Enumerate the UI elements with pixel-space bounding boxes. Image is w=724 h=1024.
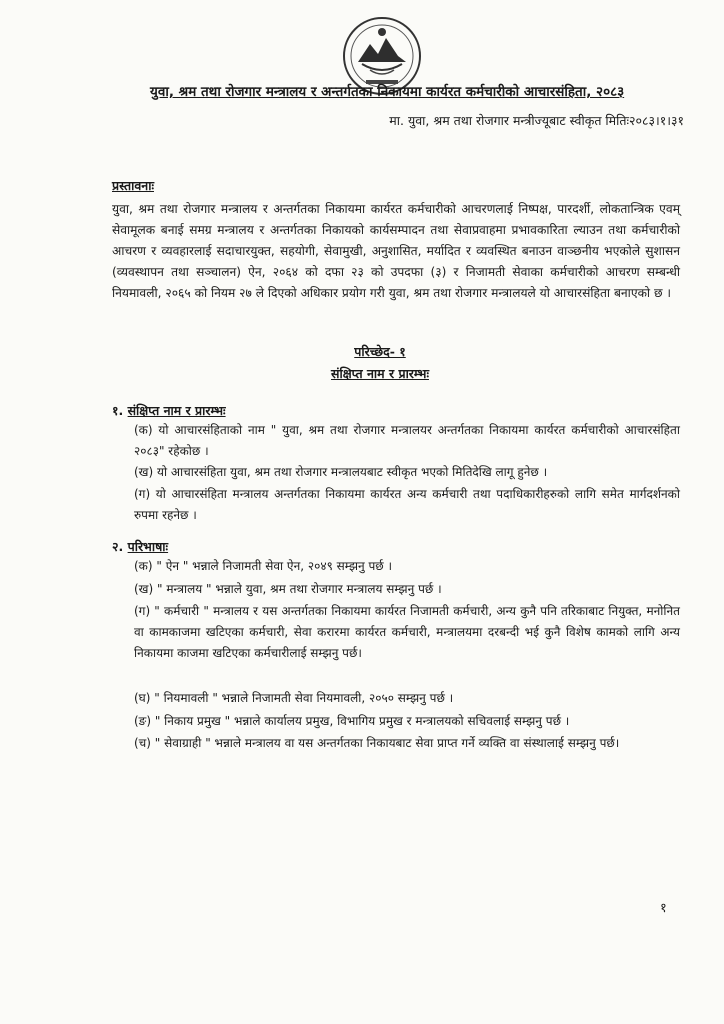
list-item: (क) " ऐन " भन्नाले निजामती सेवा ऐन, २०४९ सम्झनु पर्छ । xyxy=(134,559,393,573)
list-item: (ग) यो आचारसंहिता मन्त्रालय अन्तर्गतका निकायमा कार्यरत अन्य कर्मचारी तथा पदाधिकारीहरुको लागि समेत मार्गदर्शनको रुपमा रहनेछ । xyxy=(134,487,680,522)
section-number: १. xyxy=(112,403,124,418)
list-item: (क) यो आचारसंहिताको नाम " युवा, श्रम तथा रोजगार मन्त्रालयर अन्तर्गतका निकायमा कार्यरत कर्मचारीको आचारसंहिता २०८३" रहेकोछ । xyxy=(134,423,680,458)
chapter-name: संक्षिप्त नाम र प्रारम्भः xyxy=(331,366,429,381)
list-item: (ख) यो आचारसंहिता युवा, श्रम तथा रोजगार मन्त्रालयबाट स्वीकृत भएको मितिदेखि लागू हुनेछ । xyxy=(134,465,548,479)
section-title: परिभाषाः xyxy=(127,539,169,554)
preamble-text: युवा, श्रम तथा रोजगार मन्त्रालय र अन्तर्गतका निकायमा कार्यरत कर्मचारीको आचरणलाई निष्पक्ष, पारदर्शी, लोकतान्त्रिक एवम् सेवामूलक बनाई समग्र मन्त्रालय र अन्तर्गतका निकायको कार्यसम्पादन तथा सेवाप्रवाहमा प्रभावकारिता ल्याउन तथा कर्मचारीको आचरण र व्यवहारलाई सदाचारयुक्त, सहयोगी, सेवामुखी, अनुशासित, मर्यादित र व्यवस्थित बनाउन वाञ्छनीय भएकोले सुशासन (व्यवस्थापन तथा सञ्चालन) ऐन, २०६४ को दफा २३ को उपदफा (३) र निजामती सेवाका कर्मचारीको आचरण सम्बन्धी नियमावली, २०६५ को नियम २७ ले दिएको अधिकार प्रयोग गरी युवा, श्रम तथा रोजगार मन्त्रालयले यो आचारसंहिता बनाएको छ । xyxy=(112,202,680,300)
list-item: (च) " सेवाग्राही " भन्नाले मन्त्रालय वा यस अन्तर्गतका निकायबाट सेवा प्राप्त गर्ने व्यक्ति वा संस्थालाई सम्झनु पर्छ। xyxy=(134,736,620,750)
document-title: युवा, श्रम तथा रोजगार मन्त्रालय र अन्तर्गतका निकायमा कार्यरत कर्मचारीको आचारसंहिता, २०८३ xyxy=(150,84,625,100)
section-number: २. xyxy=(112,539,124,554)
list-item: (ङ) " निकाय प्रमुख " भन्नाले कार्यालय प्रमुख, विभागिय प्रमुख र मन्त्रालयको सचिवलाई सम्झनु पर्छ । xyxy=(134,714,570,728)
preamble-heading: प्रस्तावनाः xyxy=(112,178,154,193)
section-title: संक्षिप्त नाम र प्रारम्भः xyxy=(127,403,226,418)
section-1-heading xyxy=(112,402,226,419)
list-item: (ग) " कर्मचारी " मन्त्रालय र यस अन्तर्गतका निकायमा कार्यरत निजामती कर्मचारी, अन्य कुनै पनि तरिकाबाट नियुक्त, मनोनित वा कामकाजमा खटिएका कर्मचारी, सेवा करारमा कार्यरत कर्मचारी, मन्त्रालयमा दरबन्दी भई कुनै विशेष कामको लागि अन्य निकायमा काजमा खटिएका कर्मचारीलाई सम्झनु पर्छ। xyxy=(134,604,680,660)
page-number: १ xyxy=(660,901,667,916)
list-item: (घ) " नियमावली " भन्नाले निजामती सेवा नियमावली, २०५० सम्झनु पर्छ । xyxy=(134,691,454,705)
approval-line: मा. युवा, श्रम तथा रोजगार मन्त्रीज्यूबाट स्वीकृत मितिः२०८३।१।३१ xyxy=(389,113,684,128)
list-item: (ख) " मन्त्रालय " भन्नाले युवा, श्रम तथा रोजगार मन्त्रालय सम्झनु पर्छ । xyxy=(134,582,442,596)
section-2-heading xyxy=(112,538,168,555)
chapter-number: परिच्छेद- १ xyxy=(354,344,406,359)
